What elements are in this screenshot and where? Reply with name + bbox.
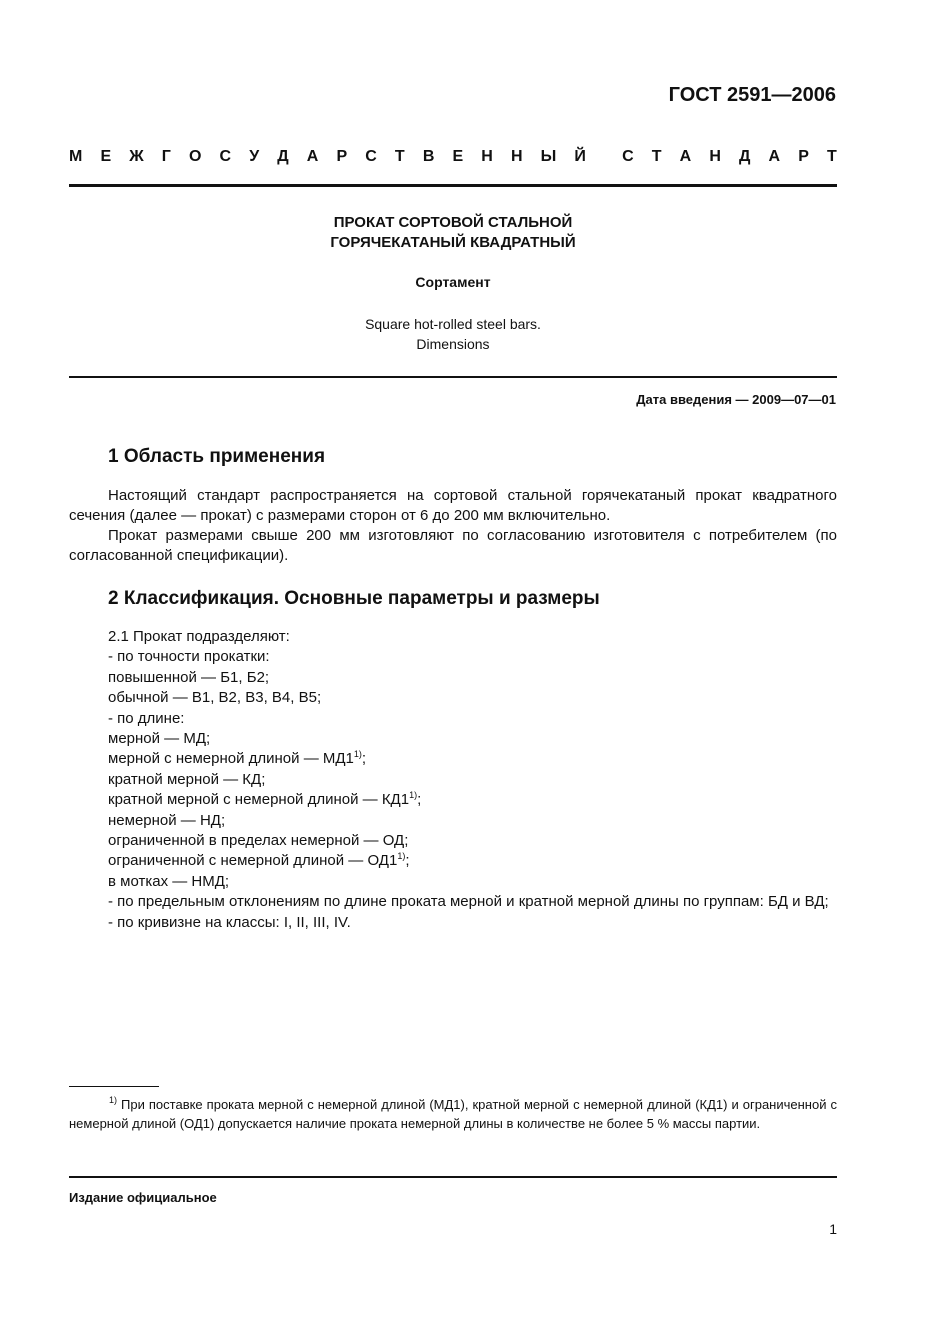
list-line: - по точности прокатки: — [108, 648, 270, 666]
list-line: - по кривизне на классы: I, II, III, IV. — [108, 913, 351, 931]
section-1-heading: 1 Область применения — [108, 446, 326, 467]
page-number: 1 — [829, 1221, 837, 1237]
classification-list — [108, 627, 837, 933]
english-title-line: Dimensions — [416, 336, 490, 352]
list-line — [108, 749, 837, 769]
list-line: обычной — В1, В2, В3, В4, В5; — [108, 689, 322, 707]
banner-letter: Е — [100, 148, 112, 165]
banner-letter: Н — [481, 148, 493, 165]
punctuation: ; — [405, 852, 410, 870]
english-title — [69, 314, 837, 354]
banner-letter: Т — [651, 148, 662, 165]
banner-letter: Ж — [129, 148, 144, 165]
footnote-ref: 1) — [353, 749, 362, 760]
paragraph: Прокат размерами свыше 200 мм изготовляют по согласованию изготовителя с потребителем (по согласованной спецификации). — [69, 527, 837, 564]
list-line: немерной — НД; — [108, 811, 226, 829]
title-line: ПРОКАТ СОРТОВОЙ СТАЛЬНОЙ — [333, 214, 573, 231]
footnote-divider — [69, 1086, 159, 1087]
banner-letter: А — [306, 148, 319, 165]
list-line: ограниченной в пределах немерной — ОД; — [108, 832, 409, 850]
banner-letter: В — [422, 148, 435, 165]
banner-letter: Р — [798, 148, 809, 165]
banner-letter: Е — [452, 148, 464, 165]
footnote-mark: 1) — [109, 1095, 118, 1105]
banner-letter: А — [768, 148, 781, 165]
list-line: мерной — МД; — [108, 730, 211, 748]
list-line — [108, 851, 837, 871]
banner-letter: Т — [394, 148, 405, 165]
banner-letter: С — [365, 148, 377, 165]
banner-letter: Й — [574, 148, 586, 165]
title-line: ГОРЯЧЕКАТАНЫЙ КВАДРАТНЫЙ — [330, 234, 576, 251]
banner-letter: С — [219, 148, 232, 165]
list-line — [108, 790, 837, 810]
header-divider — [69, 184, 837, 187]
banner-letter: С — [622, 148, 634, 165]
punctuation: ; — [417, 791, 422, 809]
banner-letter: Д — [739, 148, 751, 165]
banner-letter: У — [249, 148, 260, 165]
list-line-text: кратной мерной с немерной длиной — КД1 — [108, 791, 410, 809]
banner-letter: Н — [510, 148, 523, 165]
english-title-line: Square hot-rolled steel bars. — [365, 316, 541, 332]
banner-letter: А — [679, 148, 692, 165]
list-line: кратной мерной — КД; — [108, 770, 266, 788]
footer-divider — [69, 1176, 837, 1178]
interstate-standard-banner — [69, 148, 837, 166]
banner-letter: Д — [277, 148, 289, 165]
paragraph: Настоящий стандарт распространяется на сортовой стальной горячекатаный прокат квадратного сечения (далее — прокат) с размерами сторон от 6 до 200 мм включительно. — [69, 487, 837, 524]
banner-letter: Г — [161, 148, 171, 165]
list-line-text: ограниченной с немерной длиной — ОД1 — [108, 852, 398, 870]
footnote-ref: 1) — [409, 790, 418, 801]
list-line: в мотках — НМД; — [108, 872, 230, 890]
punctuation: ; — [361, 750, 367, 768]
banner-letter: Н — [709, 148, 721, 165]
banner-letter: Р — [336, 148, 348, 165]
banner-letter: Ы — [540, 148, 557, 165]
official-edition-label: Издание официальное — [69, 1190, 217, 1205]
list-line: 2.1 Прокат подразделяют: — [108, 628, 290, 645]
title-divider — [69, 376, 837, 378]
list-line: - по длине: — [108, 709, 185, 727]
standard-number: ГОСТ 2591—2006 — [668, 84, 836, 106]
section-1-body — [69, 486, 837, 566]
document-title — [69, 213, 837, 253]
list-line: - по предельным отклонениям по длине проката мерной и кратной мерной длины по группам: БД и ВД; — [108, 893, 829, 911]
list-line: повышенной — Б1, Б2; — [108, 668, 270, 686]
list-line-text: мерной с немерной длиной — МД1 — [108, 750, 354, 768]
document-subtitle: Сортамент — [415, 274, 491, 290]
banner-letter: О — [188, 148, 202, 165]
section-2-heading: 2 Классификация. Основные параметры и размеры — [108, 588, 600, 609]
banner-letter: Т — [826, 148, 837, 165]
intro-date: Дата введения — 2009—07—01 — [636, 392, 836, 407]
banner-letter: М — [69, 148, 83, 165]
footnote-text: При поставке проката мерной с немерной длиной (МД1), кратной мерной с немерной длиной (КД1) и ограниченной с немерной длиной (ОД1) допускается наличие проката немерной длины в количестве не более 5 % массы партии. — [69, 1097, 837, 1131]
footnote-ref: 1) — [397, 851, 406, 862]
footnote — [69, 1095, 837, 1133]
